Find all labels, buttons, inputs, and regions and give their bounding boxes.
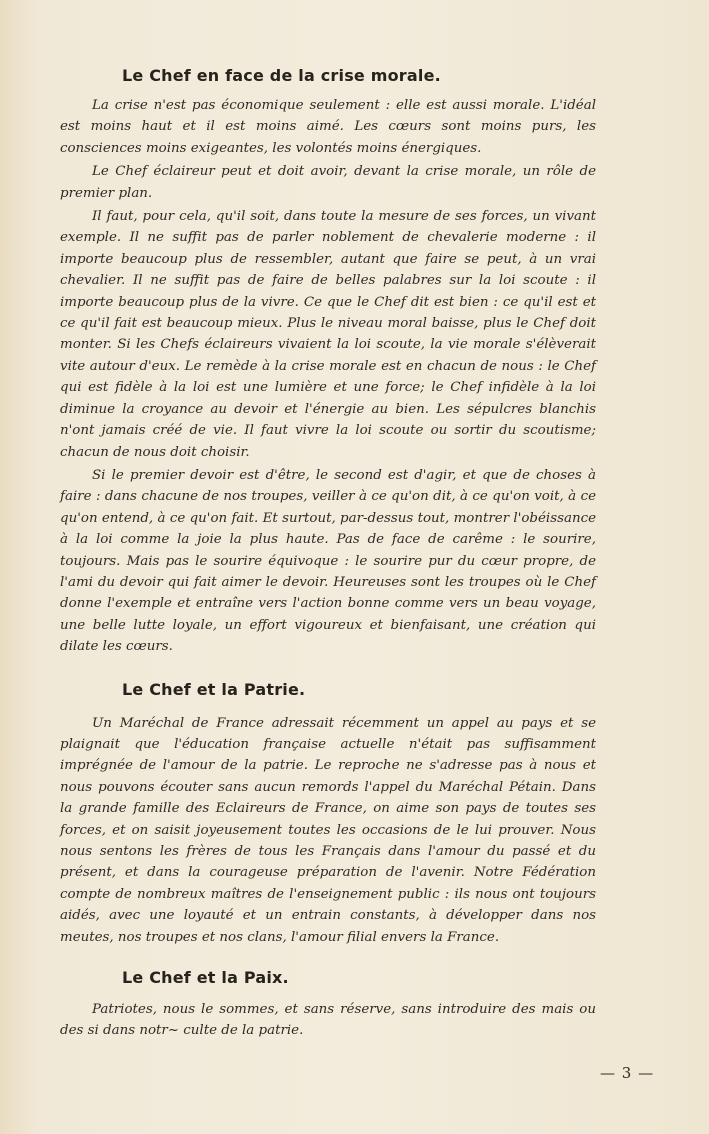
page-content — [60, 60, 596, 1044]
page-number: — 3 — — [600, 1064, 655, 1082]
section-title-paix: Le Chef et la Paix. — [122, 968, 289, 988]
paragraph: Si le premier devoir est d'être, le second est d'agir, et que de choses à faire : dans chacune de nos troupes, veiller à ce qu'on dit, à ce qu'on voit, à ce qu'on entend, à ce qu'on fait. Et surtout, par-dessus tout, montrer l'obéissance à la loi comme la joie la plus haute. Pas de face de carême : le sourire, toujours. Mais pas le sourire équivoque : le sourire pur du cœur propre, de l'ami du devoir qui fait aimer le devoir. Heureuses sont les troupes où le Chef donne l'exemple et entraîne vers l'action bonne comme vers un beau voyage, une belle lutte loyale, un effort vigoureux et bienfaisant, une création qui dilate les cœurs. — [60, 467, 596, 655]
paragraph: Le Chef éclaireur peut et doit avoir, devant la crise morale, un rôle de premier plan. — [60, 164, 596, 201]
paragraph: Il faut, pour cela, qu'il soit, dans toute la mesure de ses forces, un vivant exemple. Il ne suffit pas de parler noblement de chevalerie moderne : il importe beaucoup plus de ressembler, autant que faire se peut, à un vrai chevalier. Il ne suffit pas de faire de belles palabres sur la loi scoute : il importe beaucoup plus de la vivre. Ce que le Chef dit est bien : ce qu'il est et ce qu'il fait est beaucoup mieux. Plus le niveau moral baisse, plus le Chef doit monter. Si les Chefs éclaireurs vivaient la loi scoute, la vie morale s'élèverait vite autour d'eux. Le remède à la crise morale est en chacun de nous : le Chef qui est fidèle à la loi est une lumière et une force; le Chef infidèle à la loi diminue la croyance au devoir et l'énergie au bien. Les sépulcres blanchis n'ont jamais créé de vie. Il faut vivre la loi scoute ou sortir du scoutisme; chacun de nous doit choisir. — [60, 209, 596, 460]
section-title-patrie: Le Chef et la Patrie. — [122, 679, 306, 699]
paragraph: Patriotes, nous le sommes, et sans réserve, sans introduire des mais ou des si dans notr~ culte de la patrie. — [60, 1002, 596, 1039]
paragraph: La crise n'est pas économique seulement : elle est aussi morale. L'idéal est moins haut et il est moins aimé. Les cœurs sont moins purs, les consciences moins exigeantes, les volontés moins énergiques. — [60, 98, 596, 156]
paragraph: Un Maréchal de France adressait récemment un appel au pays et se plaignait que l'éducation française actuelle n'était pas suffisamment imprégnée de l'amour de la patrie. Le reproche ne s'adresse pas à nous et nous pouvons écouter sans aucun remords l'appel du Maréchal Pétain. Dans la grande famille des Eclaireurs de France, on aime son pays de toutes ses forces, et on saisit joyeusement toutes les occasions de le lui prouver. Nous nous sentons les frères de tous les Français dans l'amour du passé et du présent, et dans la courageuse préparation de l'avenir. Notre Fédération compte de nombreux maîtres de l'enseignement public : ils nous ont toujours aidés, avec une loyauté et un entrain constants, à développer dans nos meutes, nos troupes et nos clans, l'amour filial envers la France. — [60, 715, 596, 945]
section-title-crise-morale: Le Chef en face de la crise morale. — [122, 66, 441, 85]
